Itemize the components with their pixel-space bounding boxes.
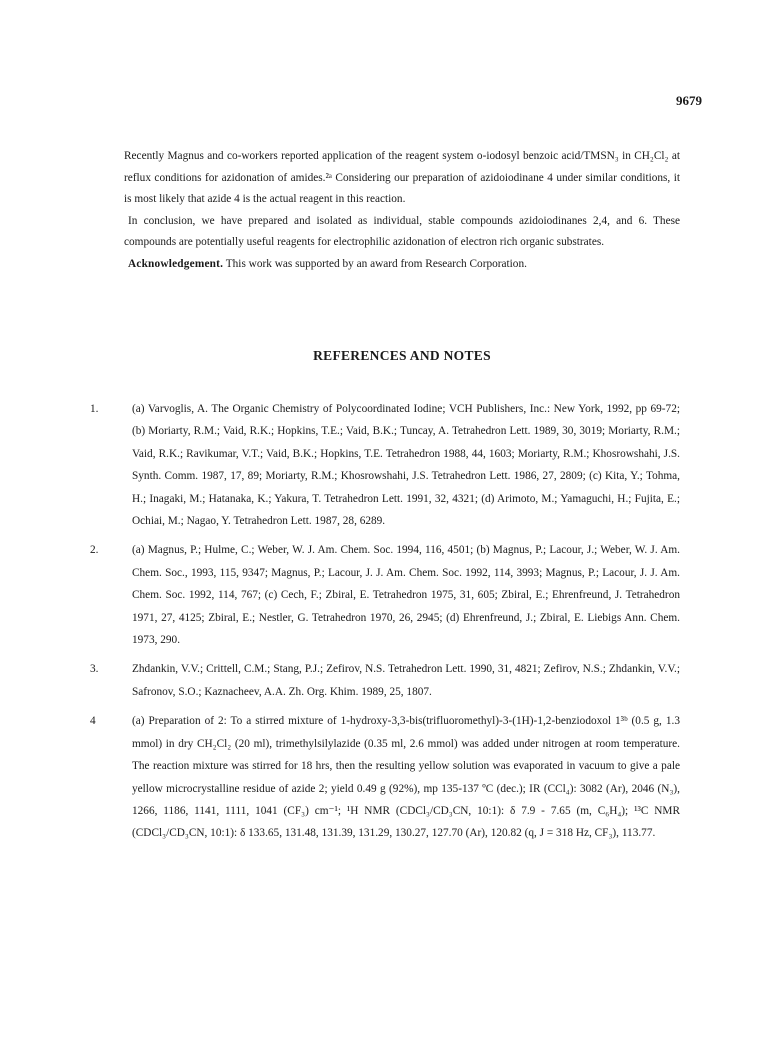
reference-text: Zhdankin, V.V.; Crittell, C.M.; Stang, P.J.; Zefirov, N.S. Tetrahedron Lett. 1990, 31, 4821; Zefirov, N.S.; Zhdankin, V.V.; Safronov, S.O.; Kaznacheev, A.A. Zh. Org. Khim. 1989, 25, 1807.: [132, 663, 680, 698]
reference-item: [90, 658, 680, 703]
paragraph-magnus: Recently Magnus and co-workers reported application of the reagent system o-iodosyl benzoic acid/TMSN₃ in CH₂Cl₂ at reflux conditions for azidonation of amides.²ᵃ Considering our preparation of azidoiodinane 4 under similar conditions, it is most likely that azide 4 is the actual reagent in this reaction.: [124, 150, 680, 205]
reference-number: 3.: [90, 663, 99, 676]
reference-item: [90, 539, 680, 651]
acknowledgement-text: This work was supported by an award from Research Corporation.: [223, 257, 527, 270]
reference-number: 2.: [90, 544, 99, 557]
references-heading: REFERENCES AND NOTES: [313, 348, 491, 363]
reference-item: [90, 398, 680, 532]
reference-item: [90, 710, 680, 844]
acknowledgement: [124, 254, 680, 276]
reference-text: (a) Preparation of 2: To a stirred mixture of 1-hydroxy-3,3-bis(trifluoromethyl)-3-(1H)-1,2-benziodoxol 1³ᵇ (0.5 g, 1.3 mmol) in dry CH₂Cl₂ (20 ml), trimethylsilylazide (0.35 ml, 2.6 mmol) was added under nitrogen at room temperature. The reaction mixture was stirred for 18 hrs, then the resulting yellow solution was evaporated in vacuum to give a pale yellow microcrystalline residue of azide 2; yield 0.49 g (92%), mp 135-137 ºC (dec.); IR (CCl₄): 3082 (Ar), 2046 (N₃), 1266, 1186, 1141, 1111, 1041 (CF₃) cm⁻¹; ¹H NMR (CDCl₃/CD₃CN, 10:1): δ 7.9 - 7.65 (m, C₆H₄); ¹³C NMR (CDCl₃/CD₃CN, 10:1): δ 133.65, 131.48, 131.39, 131.29, 130.27, 127.70 (Ar), 120.82 (q, J = 318 Hz, CF₃), 113.77.: [132, 715, 680, 840]
acknowledgement-label: Acknowledgement.: [128, 257, 224, 270]
references-list: [90, 398, 680, 852]
reference-text: (a) Varvoglis, A. The Organic Chemistry of Polycoordinated Iodine; VCH Publishers, Inc.: New York, 1992, pp 69-72; (b) Moriarty, R.M.; Vaid, R.K.; Hopkins, T.E.; Vaid, B.K.; Tuncay, A. Tetrahedron Lett. 1989, 30, 3019; Moriarty, R.M.; Vaid, R.K.; Ravikumar, V.T.; Vaid, B.K.; Hopkins, T.E. Tetrahedron 1988, 44, 1603; Moriarty, R.M.; Khosrowshahi, J.S. Synth. Comm. 1987, 17, 89; Moriarty, R.M.; Khosrowshahi, J.S. Tetrahedron Lett. 1986, 27, 2809; (c) Kita, Y.; Tohma, H.; Inagaki, M.; Hatanaka, K.; Yakura, T. Tetrahedron Lett. 1991, 32, 4321; (d) Arimoto, M.; Yamaguchi, H.; Fujita, E.; Ochiai, M.; Nagao, Y. Tetrahedron Lett. 1987, 28, 6289.: [132, 403, 680, 528]
body-text: [124, 146, 680, 275]
page-number: 9679: [676, 93, 702, 108]
reference-number: 4: [90, 715, 96, 728]
paragraph-conclusion: In conclusion, we have prepared and isolated as individual, stable compounds azidoiodinanes 2,4, and 6. These compounds are potentially useful reagents for electrophilic azidonation of electron rich organic substrates.: [124, 214, 680, 248]
reference-number: 1.: [90, 403, 99, 415]
reference-text: (a) Magnus, P.; Hulme, C.; Weber, W. J. Am. Chem. Soc. 1994, 116, 4501; (b) Magnus, P.; Lacour, J.; Weber, W. J. Am. Chem. Soc., 1993, 115, 9347; Magnus, P.; Lacour, J. J. Am. Chem. Soc. 1992, 114, 3993; Magnus, P.; Lacour, J. J. Am. Chem. Soc. 1992, 114, 767; (c) Cech, F.; Zbiral, E. Tetrahedron 1975, 31, 605; Zbiral, E.; Ehrenfreund, J. Tetrahedron 1971, 27, 4125; Zbiral, E.; Nestler, G. Tetrahedron 1970, 26, 2945; (d) Ehrenfreund, J.; Zbiral, E. Liebigs Ann. Chem. 1973, 290.: [132, 544, 680, 647]
